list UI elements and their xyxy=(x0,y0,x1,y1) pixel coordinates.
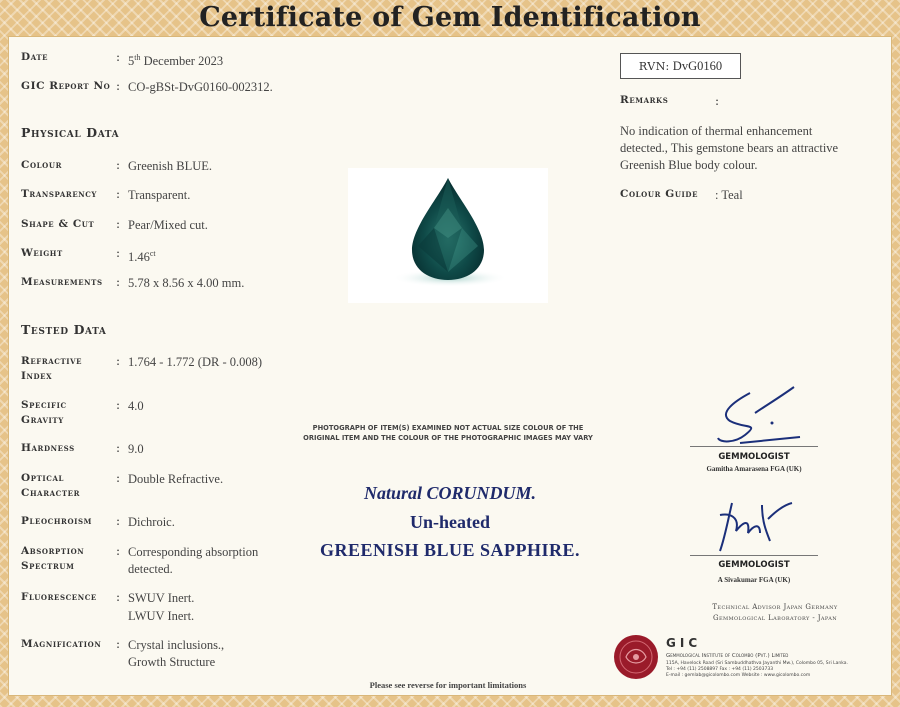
shape-value: Pear/Mixed cut. xyxy=(128,218,208,232)
signature-2 xyxy=(710,495,800,555)
shape-label: Shape & Cut xyxy=(21,218,95,230)
colon: : xyxy=(116,79,121,93)
weight-label: Weight xyxy=(21,247,63,259)
sg-label-1: Specific xyxy=(21,399,67,411)
abs-value-1: Corresponding absorption xyxy=(128,545,259,559)
colon: : xyxy=(116,637,121,651)
optical-value: Double Refractive. xyxy=(128,472,224,486)
optical-label-1: Optical xyxy=(21,472,65,484)
signature-1 xyxy=(700,383,810,447)
signature-line-2 xyxy=(690,555,818,556)
measurements-label: Measurements xyxy=(21,276,103,288)
mag-value-1: Crystal inclusions., xyxy=(128,638,225,652)
ri-label-2: Index xyxy=(21,370,53,382)
signature-line-1 xyxy=(690,446,818,447)
remarks-label: Remarks xyxy=(620,94,669,106)
colon: : xyxy=(116,471,121,485)
gic-address: 115A, Havelock Road (Sri Sambuddhathva Jayanthi Mw.), Colombo 05, Sri Lanka. xyxy=(666,661,848,666)
colon: : xyxy=(116,590,121,604)
gem-photo xyxy=(348,168,548,303)
pleo-value: Dichroic. xyxy=(128,515,175,529)
colour-guide-value: : Teal xyxy=(715,188,743,202)
photo-note: PHOTOGRAPH OF ITEM(S) EXAMINED NOT ACTUAL SIZE COLOUR OF THE ORIGINAL ITEM AND THE COLOUR OF THE PHOTOGRAPHIC IMAGES MAY VARY xyxy=(303,424,593,442)
gic-seal-icon xyxy=(610,633,662,681)
colon: : xyxy=(116,544,121,558)
identification-line-1: Natural CORUNDUM. xyxy=(363,483,537,503)
remarks-text: No indication of thermal enhancement detected., This gemstone bears an attractive Greenish Blue body colour. xyxy=(620,124,839,172)
date-value: 5th December 2023 xyxy=(128,53,224,69)
gemmologist-title-1: GEMMOLOGIST xyxy=(718,452,790,462)
ri-value: 1.764 - 1.772 (DR - 0.008) xyxy=(128,355,263,369)
pleo-label: Pleochroism xyxy=(21,515,93,527)
tech-advisor-line-1: Technical Advisor Japan Germany xyxy=(712,603,838,611)
abs-label-1: Absorption xyxy=(21,545,85,557)
colon: : xyxy=(116,275,121,289)
gic-logo-text: GIC xyxy=(666,636,702,650)
tech-advisor-line-2: Gemmological Laboratory - Japan xyxy=(712,614,838,622)
colon: : xyxy=(116,398,121,412)
colour-label: Colour xyxy=(21,159,62,171)
identification-line-2: Un-heated xyxy=(410,512,490,532)
gemmologist-name-1: Gamitha Amarasena FGA (UK) xyxy=(706,465,802,473)
report-label: GIC Report No xyxy=(21,80,111,92)
tested-heading: Tested Data xyxy=(21,322,107,337)
mag-label: Magnification xyxy=(21,638,102,650)
footer-note: Please see reverse for important limitations xyxy=(369,680,527,690)
colon: : xyxy=(116,354,121,368)
gic-full-name: Gemmological Institute of Colombo (Pvt.) Limited xyxy=(666,653,789,659)
certificate-title: Certificate of Gem Identification xyxy=(199,2,701,33)
gemmologist-title-2: GEMMOLOGIST xyxy=(718,560,790,570)
mag-value-2: Growth Structure xyxy=(128,655,216,669)
rvn-box: RVN: DvG0160 xyxy=(620,53,741,79)
hardness-label: Hardness xyxy=(21,442,75,454)
gemmologist-name-2: A Sivakumar FGA (UK) xyxy=(717,576,791,584)
colon: : xyxy=(116,217,121,231)
gic-phone: Tel : +94 (11) 2508897 Fax : +94 (11) 2503733 xyxy=(666,667,774,672)
transparency-label: Transparency xyxy=(21,188,98,200)
weight-value: $1.46^{ct}$ xyxy=(128,249,156,265)
fluor-value-1: SWUV Inert. xyxy=(128,591,195,605)
pear-sapphire-image xyxy=(348,168,548,303)
colon: : xyxy=(116,514,121,528)
fluor-label: Fluorescence xyxy=(21,591,97,603)
ri-label-1: Refractive xyxy=(21,355,83,367)
transparency-value: Transparent. xyxy=(128,188,191,202)
date-label: Date xyxy=(21,51,49,63)
sg-value: 4.0 xyxy=(128,399,144,413)
colour-value: Greenish BLUE. xyxy=(128,159,213,173)
report-value: CO-gBSt-DvG0160-002312. xyxy=(128,80,273,94)
physical-heading: Physical Data xyxy=(21,125,120,140)
colon: : xyxy=(116,50,121,64)
colon: : xyxy=(116,187,121,201)
abs-label-2: Spectrum xyxy=(21,560,75,572)
gic-web: E-mail : gemlab@gicolombo.com Website : www.gicolombo.com xyxy=(666,673,811,678)
hardness-value: 9.0 xyxy=(128,442,144,456)
colon: : xyxy=(715,94,720,108)
sg-label-2: Gravity xyxy=(21,414,64,426)
colon: : xyxy=(116,246,121,260)
fluor-value-2: LWUV Inert. xyxy=(128,609,195,623)
abs-value-2: detected. xyxy=(128,562,173,576)
colon: : xyxy=(116,441,121,455)
colour-guide-label: Colour Guide xyxy=(620,188,699,200)
identification-line-3: GREENISH BLUE SAPPHIRE. xyxy=(319,540,581,560)
colon: : xyxy=(116,158,121,172)
measurements-value: 5.78 x 8.56 x 4.00 mm. xyxy=(128,276,245,290)
optical-label-2: Character xyxy=(21,487,80,499)
